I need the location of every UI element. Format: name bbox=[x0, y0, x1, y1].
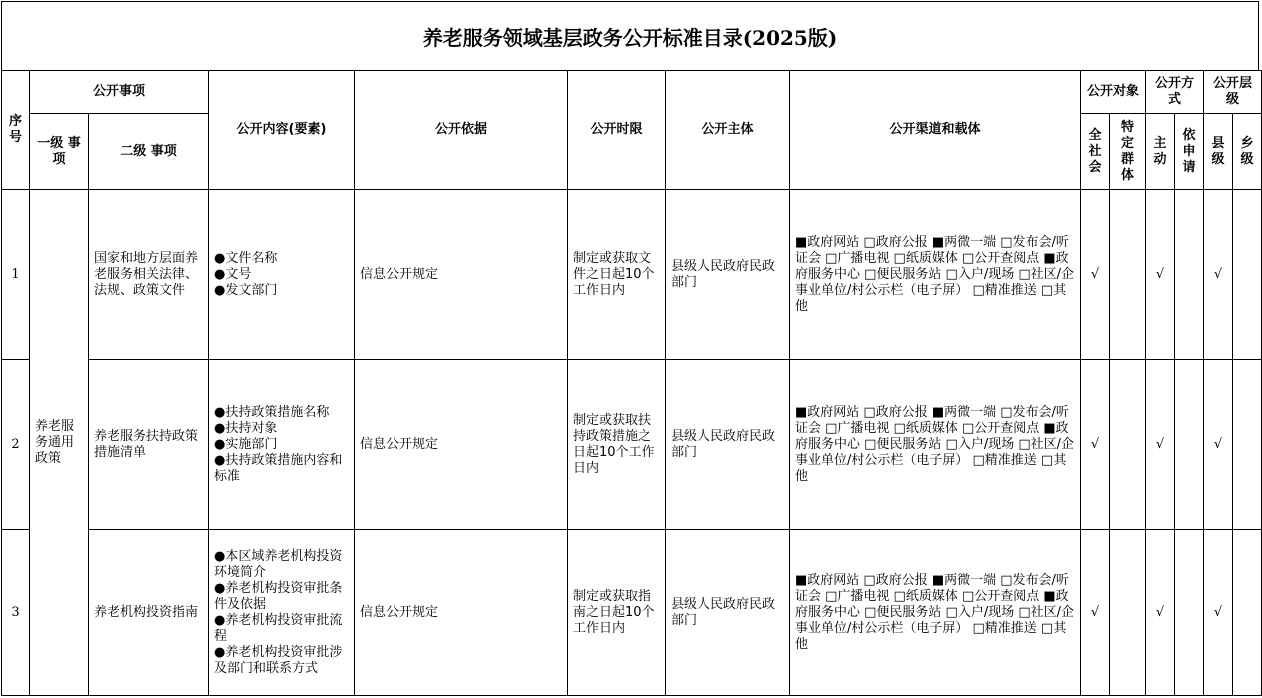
matter-header: 公开事项 bbox=[30, 71, 209, 114]
row-level-township bbox=[1233, 190, 1262, 360]
row-seq: 3 bbox=[2, 530, 30, 696]
subject-header: 公开主体 bbox=[666, 71, 790, 190]
row-object-specific bbox=[1110, 530, 1146, 696]
content-item: ●养老机构投资审批涉及部门和联系方式 bbox=[214, 644, 343, 676]
row-method-active: √ bbox=[1146, 360, 1175, 530]
row-time-limit: 制定或获取扶持政策措施之日起10个工作日内 bbox=[568, 360, 666, 530]
title-bar bbox=[1, 1, 1259, 71]
content-item: ●扶持政策措施名称 bbox=[214, 404, 330, 420]
row-object-all: √ bbox=[1081, 190, 1110, 360]
content-item: ●养老机构投资审批流程 bbox=[214, 612, 343, 644]
method-active-header: 主 动 bbox=[1146, 114, 1175, 190]
content-item: ●扶持政策措施内容和标准 bbox=[214, 452, 343, 484]
content-item: ●文件名称 bbox=[214, 250, 278, 266]
row-object-all: √ bbox=[1081, 530, 1110, 696]
table-row bbox=[2, 530, 1262, 696]
row-method-apply bbox=[1175, 190, 1204, 360]
channel-header: 公开渠道和载体 bbox=[790, 71, 1081, 190]
content-header-label: 公开内容(要素) bbox=[236, 122, 327, 137]
row-level2: 国家和地方层面养老服务相关法律、法规、政策文件 bbox=[89, 190, 209, 360]
row-object-specific bbox=[1110, 190, 1146, 360]
level2-header: 二级 事项 bbox=[89, 114, 209, 190]
row-time-limit: 制定或获取指南之日起10个工作日内 bbox=[568, 530, 666, 696]
content-item: ●养老机构投资审批条件及依据 bbox=[214, 580, 343, 612]
basis-header: 公开依据 bbox=[355, 71, 568, 190]
row-basis: 信息公开规定 bbox=[355, 360, 568, 530]
object-all-header: 全 社 会 bbox=[1081, 114, 1110, 190]
row-subject: 县级人民政府民政部门 bbox=[666, 360, 790, 530]
content-item: ●本区域养老机构投资环境简介 bbox=[214, 548, 343, 580]
row-seq: 1 bbox=[2, 190, 30, 360]
row-level2: 养老机构投资指南 bbox=[89, 530, 209, 696]
row-content bbox=[209, 530, 355, 696]
row-channel: ■政府网站 □政府公报 ■两微一端 □发布会/听证会 □广播电视 □纸质媒体 □公开查阅点 ■政府服务中心 □便民服务站 □入户/现场 □社区/企事业单位/村公示栏（电子屏） □精准推送 □其他 bbox=[790, 530, 1081, 696]
level-township-header: 乡 级 bbox=[1233, 114, 1262, 190]
time-limit-header: 公开时限 bbox=[568, 71, 666, 190]
object-header: 公开对象 bbox=[1081, 71, 1146, 114]
row-subject: 县级人民政府民政部门 bbox=[666, 530, 790, 696]
content-item: ●扶持对象 bbox=[214, 420, 278, 436]
table-row bbox=[2, 360, 1262, 530]
seq-header: 序 号 bbox=[2, 71, 30, 190]
content-item: ●发文部门 bbox=[214, 282, 278, 298]
level-header: 公开层级 bbox=[1204, 71, 1262, 114]
row-method-active: √ bbox=[1146, 190, 1175, 360]
standard-catalog-table bbox=[1, 70, 1262, 696]
level-county-header: 县 级 bbox=[1204, 114, 1233, 190]
row-object-specific bbox=[1110, 360, 1146, 530]
content-header bbox=[209, 71, 355, 190]
row-method-apply bbox=[1175, 530, 1204, 696]
row-level-county: √ bbox=[1204, 190, 1233, 360]
row-content bbox=[209, 360, 355, 530]
method-apply-header: 依 申 请 bbox=[1175, 114, 1204, 190]
row-level-township bbox=[1233, 360, 1262, 530]
row-level-township bbox=[1233, 530, 1262, 696]
row-basis: 信息公开规定 bbox=[355, 530, 568, 696]
row-basis: 信息公开规定 bbox=[355, 190, 568, 360]
row-method-apply bbox=[1175, 360, 1204, 530]
page-title: 养老服务领域基层政务公开标准目录(2025版) bbox=[422, 25, 838, 50]
content-item: ●文号 bbox=[214, 266, 252, 282]
row-seq: 2 bbox=[2, 360, 30, 530]
level1-item: 养老服务通用政策 bbox=[30, 190, 89, 696]
row-method-active: √ bbox=[1146, 530, 1175, 696]
header-row-top bbox=[2, 71, 1262, 114]
row-time-limit: 制定或获取文件之日起10个工作日内 bbox=[568, 190, 666, 360]
row-content bbox=[209, 190, 355, 360]
level1-header: 一级 事项 bbox=[30, 114, 89, 190]
object-specific-header: 特 定 群 体 bbox=[1110, 114, 1146, 190]
row-level-county: √ bbox=[1204, 360, 1233, 530]
row-level-county: √ bbox=[1204, 530, 1233, 696]
row-subject: 县级人民政府民政部门 bbox=[666, 190, 790, 360]
row-channel: ■政府网站 □政府公报 ■两微一端 □发布会/听证会 □广播电视 □纸质媒体 □公开查阅点 ■政府服务中心 □便民服务站 □入户/现场 □社区/企事业单位/村公示栏（电子屏） □精准推送 □其他 bbox=[790, 190, 1081, 360]
row-object-all: √ bbox=[1081, 360, 1110, 530]
row-level2: 养老服务扶持政策措施清单 bbox=[89, 360, 209, 530]
table-row bbox=[2, 190, 1262, 360]
row-channel: ■政府网站 □政府公报 ■两微一端 □发布会/听证会 □广播电视 □纸质媒体 □公开查阅点 ■政府服务中心 □便民服务站 □入户/现场 □社区/企事业单位/村公示栏（电子屏） □精准推送 □其他 bbox=[790, 360, 1081, 530]
method-header: 公开方式 bbox=[1146, 71, 1204, 114]
content-item: ●实施部门 bbox=[214, 436, 278, 452]
